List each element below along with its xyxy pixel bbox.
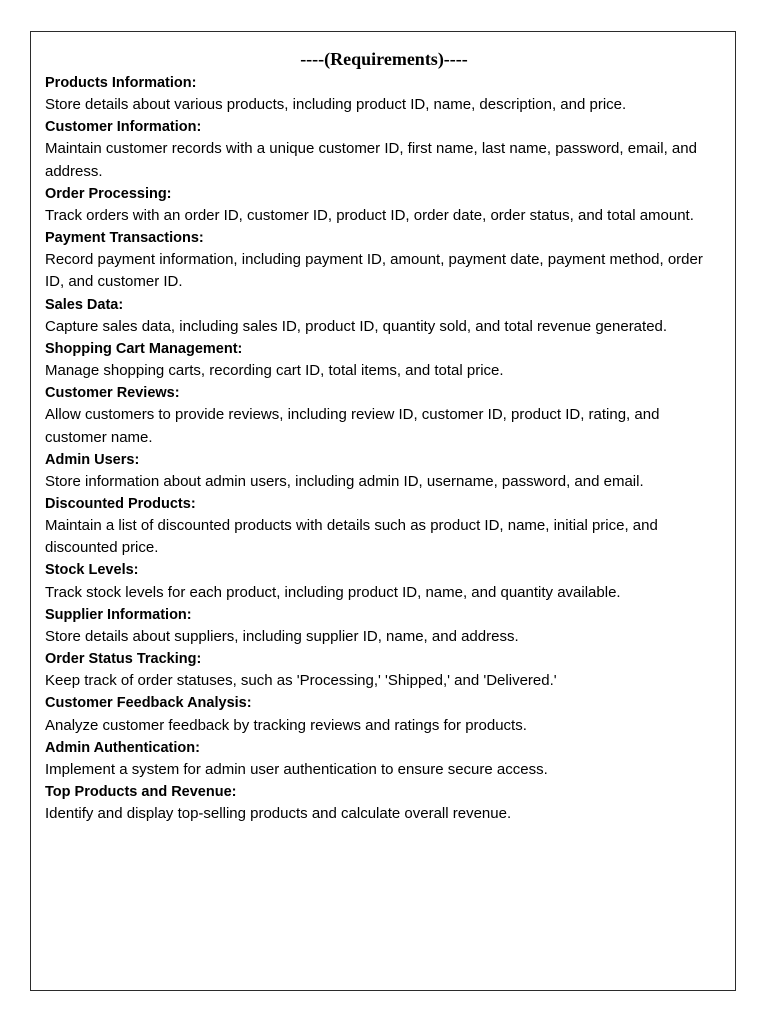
section-body: Maintain customer records with a unique customer ID, first name, last name, password, email, and address. — [45, 140, 697, 180]
requirement-section — [45, 692, 725, 736]
section-body: Keep track of order statuses, such as 'Processing,' 'Shipped,' and 'Delivered.' — [45, 672, 557, 690]
requirement-section — [45, 183, 725, 227]
section-heading: Discounted Products: — [45, 495, 196, 512]
section-heading: Supplier Information: — [45, 606, 192, 623]
section-heading: Customer Reviews: — [45, 385, 180, 402]
requirement-section — [45, 604, 725, 648]
section-body: Track stock levels for each product, including product ID, name, and quantity available. — [45, 583, 621, 601]
section-heading: Admin Users: — [45, 451, 140, 468]
section-heading: Top Products and Revenue: — [45, 784, 237, 800]
section-heading: Sales Data: — [45, 296, 124, 313]
requirement-section — [45, 737, 725, 781]
section-body: Record payment information, including payment ID, amount, payment date, payment method, order ID, and customer ID. — [45, 251, 703, 291]
section-heading: Customer Information: — [45, 119, 202, 136]
section-body: Analyze customer feedback by tracking reviews and ratings for products. — [45, 716, 527, 734]
section-body: Implement a system for admin user authentication to ensure secure access. — [45, 760, 548, 778]
requirement-section — [45, 116, 725, 182]
section-body: Allow customers to provide reviews, including review ID, customer ID, product ID, rating, and customer name. — [45, 406, 660, 446]
requirement-section — [45, 648, 725, 692]
requirement-section — [45, 227, 725, 293]
requirement-section — [45, 559, 725, 603]
section-heading: Admin Authentication: — [45, 739, 200, 756]
section-body: Store details about various products, including product ID, name, description, and price. — [45, 96, 627, 114]
section-body: Manage shopping carts, recording cart ID, total items, and total price. — [45, 362, 504, 380]
section-body: Capture sales data, including sales ID, product ID, quantity sold, and total revenue generated. — [45, 317, 668, 335]
requirement-section — [45, 338, 725, 382]
requirements-list — [45, 72, 725, 825]
requirement-section — [45, 72, 725, 116]
section-heading: Products Information: — [45, 75, 197, 91]
section-body: Store details about suppliers, including supplier ID, name, and address. — [45, 627, 519, 645]
section-heading: Order Status Tracking: — [45, 651, 202, 668]
requirement-section — [45, 294, 725, 338]
requirement-section — [45, 382, 725, 448]
section-heading: Shopping Cart Management: — [45, 340, 243, 357]
section-body: Identify and display top-selling products and calculate overall revenue. — [45, 805, 512, 823]
section-heading: Stock Levels: — [45, 562, 139, 579]
section-body: Maintain a list of discounted products with details such as product ID, name, initial price, and discounted price. — [45, 517, 658, 557]
section-body: Track orders with an order ID, customer ID, product ID, order date, order status, and total amount. — [45, 206, 694, 224]
section-heading: Customer Feedback Analysis: — [45, 695, 252, 712]
section-heading: Order Processing: — [45, 185, 172, 202]
requirement-section — [45, 449, 725, 493]
document-title: ----(Requirements)---- — [300, 49, 468, 69]
requirement-section — [45, 493, 725, 559]
section-heading: Payment Transactions: — [45, 230, 204, 247]
requirement-section — [45, 781, 725, 825]
section-body: Store information about admin users, including admin ID, username, password, and email. — [45, 472, 644, 490]
